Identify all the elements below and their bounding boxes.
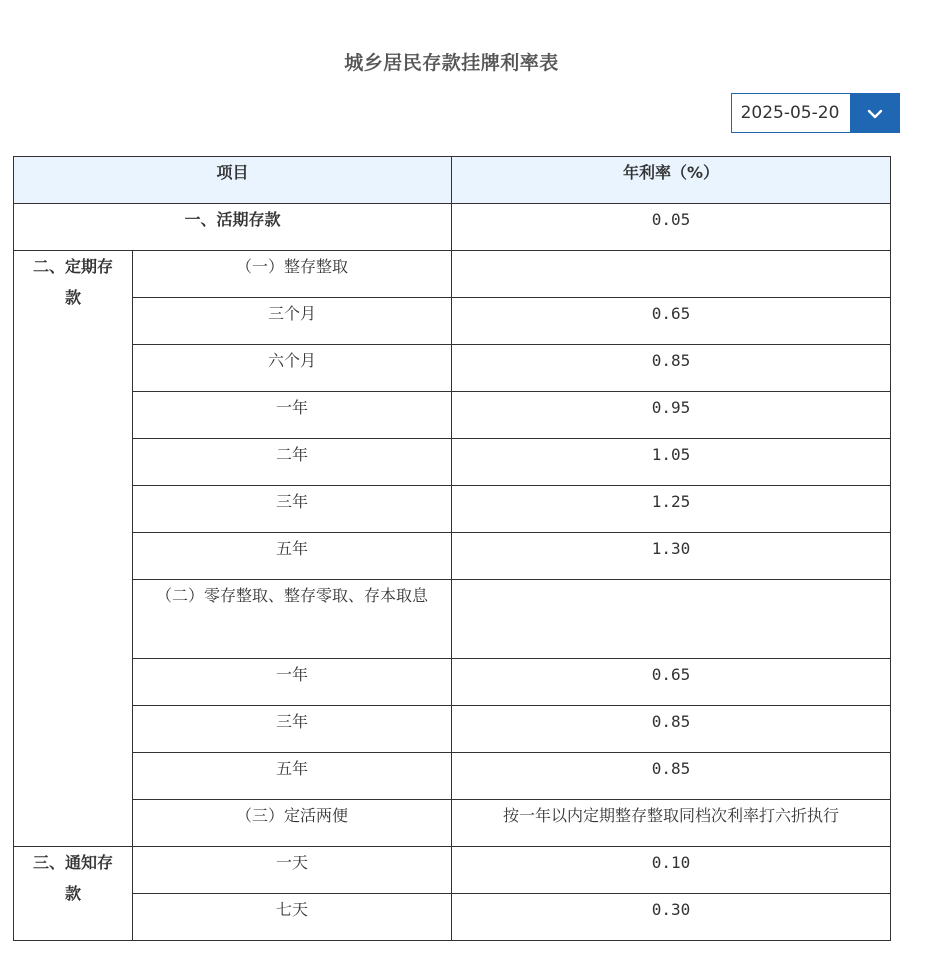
table-row [14,345,891,392]
table-row [14,800,891,847]
table-row [14,753,891,800]
time-deposit-label: 二、定期存 款 [14,251,133,847]
term-cell: 一年 [133,392,452,439]
header-rate: 年利率（%） [452,157,891,204]
table-row [14,439,891,486]
rate-cell: 1.05 [452,439,891,486]
table-row [14,204,891,251]
table-row [14,486,891,533]
rate-cell: 1.30 [452,533,891,580]
table-row [14,251,891,298]
rate-cell: 1.25 [452,486,891,533]
term-cell: 七天 [133,894,452,941]
header-item: 项目 [14,157,452,204]
notice-deposit-label: 三、通知存 款 [14,847,133,941]
rate-cell: 0.85 [452,753,891,800]
term-cell: 一天 [133,847,452,894]
table-row [14,659,891,706]
rate-cell: 0.85 [452,345,891,392]
table-header-row [14,157,891,204]
term-cell: 三年 [133,706,452,753]
rate-cell: 0.85 [452,706,891,753]
interest-rate-table [13,156,891,941]
installment-label: （二）零存整取、整存零取、存本取息 [133,580,452,659]
table-row [14,392,891,439]
rate-cell: 0.65 [452,298,891,345]
lump-sum-rate-empty [452,251,891,298]
term-cell: 三个月 [133,298,452,345]
table-row [14,706,891,753]
term-cell: 五年 [133,753,452,800]
chevron-down-icon [867,104,883,123]
flexible-label: （三）定活两便 [133,800,452,847]
table-row [14,533,891,580]
demand-deposit-rate: 0.05 [452,204,891,251]
date-select-value[interactable]: 2025-05-20 [740,103,840,123]
table-row [14,894,891,941]
term-cell: 六个月 [133,345,452,392]
installment-rate-empty [452,580,891,659]
date-select[interactable] [731,93,900,133]
table-row [14,298,891,345]
rate-cell: 0.10 [452,847,891,894]
date-dropdown-button[interactable] [850,94,899,132]
term-cell: 一年 [133,659,452,706]
page-title: 城乡居民存款挂牌利率表 [344,52,559,74]
flexible-rate: 按一年以内定期整存整取同档次利率打六折执行 [452,800,891,847]
term-cell: 二年 [133,439,452,486]
rate-cell: 0.95 [452,392,891,439]
rate-cell: 0.30 [452,894,891,941]
term-cell: 三年 [133,486,452,533]
table-row [14,580,891,659]
rate-cell: 0.65 [452,659,891,706]
demand-deposit-label: 一、活期存款 [14,204,452,251]
term-cell: 五年 [133,533,452,580]
table-row [14,847,891,894]
lump-sum-label: （一）整存整取 [133,251,452,298]
